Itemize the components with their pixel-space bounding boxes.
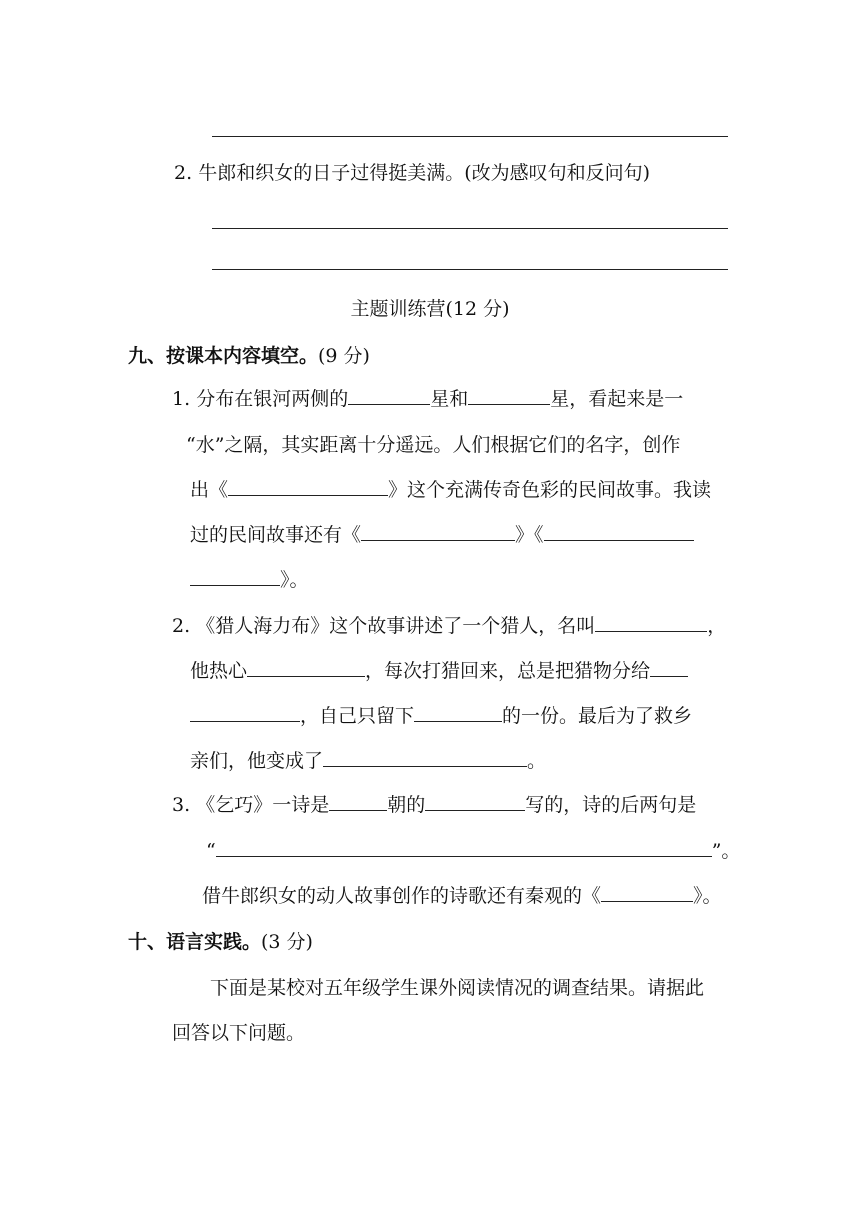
question-item bbox=[174, 160, 650, 186]
section-heading-text: 十、语言实践。 bbox=[128, 931, 262, 953]
question-text: 过的民间故事还有《 bbox=[190, 524, 362, 546]
question-text: 借牛郎织女的动人故事创作的诗歌还有秦观的《 bbox=[202, 885, 602, 907]
question-line: “水”之隔，其实距离十分遥远。人们根据它们的名字，创作 bbox=[186, 434, 681, 456]
question-text: 》《 bbox=[515, 524, 544, 546]
fill-blank[interactable] bbox=[323, 748, 527, 767]
question-text: 分布在银河两侧的 bbox=[196, 388, 349, 410]
section-title: 主题训练营(12 分) bbox=[350, 298, 510, 320]
paragraph-line: 回答以下问题。 bbox=[172, 1022, 306, 1044]
question-line bbox=[190, 567, 309, 593]
question-text: 星和 bbox=[430, 388, 469, 410]
question-text: ，每次打猎回来，总是把猎物分给 bbox=[365, 660, 651, 682]
question-line bbox=[190, 477, 711, 503]
question-number: 2. bbox=[174, 162, 193, 184]
answer-line[interactable] bbox=[212, 228, 728, 229]
question-text: ，自己只留下 bbox=[300, 705, 415, 727]
fill-blank[interactable] bbox=[468, 386, 550, 405]
fill-blank[interactable] bbox=[595, 613, 707, 632]
question-number: 1. bbox=[172, 388, 191, 410]
question-text: 星，看起来是一 bbox=[550, 388, 684, 410]
quote-mark: ”。 bbox=[711, 840, 741, 862]
answer-line[interactable] bbox=[212, 136, 728, 137]
question-text: 《猎人海力布》这个故事讲述了一个猎人，名叫 bbox=[196, 615, 596, 637]
fill-blank[interactable] bbox=[650, 658, 688, 677]
fill-blank[interactable] bbox=[361, 522, 515, 541]
question-text: 写的，诗的后两句是 bbox=[525, 794, 697, 816]
fill-blank[interactable] bbox=[216, 838, 712, 857]
question-text: ， bbox=[707, 615, 727, 637]
fill-blank[interactable] bbox=[348, 386, 430, 405]
question-text: 》这个充满传奇色彩的民间故事。我读 bbox=[388, 479, 712, 501]
section-score: (9 分) bbox=[318, 345, 370, 367]
question-hint: (改为感叹句和反问句) bbox=[464, 162, 651, 184]
fill-blank[interactable] bbox=[601, 883, 693, 902]
question-line bbox=[190, 748, 546, 774]
question-line bbox=[172, 792, 696, 818]
question-text: 出《 bbox=[190, 479, 229, 501]
question-text: 朝的 bbox=[387, 794, 426, 816]
question-text: 。 bbox=[527, 750, 547, 772]
question-text: 牛郎和织女的日子过得挺美满。 bbox=[198, 162, 465, 184]
question-number: 3. bbox=[172, 794, 191, 816]
section-heading-text: 九、按课本内容填空。 bbox=[128, 345, 319, 367]
section-heading bbox=[128, 929, 313, 955]
fill-blank[interactable] bbox=[228, 477, 388, 496]
question-line bbox=[202, 883, 722, 909]
question-line bbox=[206, 838, 740, 864]
question-line bbox=[172, 386, 683, 412]
fill-blank[interactable] bbox=[247, 658, 365, 677]
question-line bbox=[190, 703, 692, 729]
fill-blank[interactable] bbox=[329, 792, 387, 811]
question-line bbox=[190, 522, 694, 548]
question-text: 亲们，他变成了 bbox=[190, 750, 324, 772]
question-text: 》。 bbox=[693, 885, 722, 907]
question-text: 《乞巧》一诗是 bbox=[196, 794, 330, 816]
answer-line[interactable] bbox=[212, 269, 728, 270]
question-line bbox=[190, 658, 688, 684]
question-text: 的一份。最后为了救乡 bbox=[502, 705, 693, 727]
paragraph-line: 下面是某校对五年级学生课外阅读情况的调查结果。请据此 bbox=[210, 977, 705, 999]
question-number: 2. bbox=[172, 615, 191, 637]
quote-mark: “ bbox=[206, 840, 216, 862]
section-score: (3 分) bbox=[261, 931, 313, 953]
question-text: 》。 bbox=[280, 569, 309, 591]
fill-blank[interactable] bbox=[414, 703, 502, 722]
fill-blank[interactable] bbox=[544, 522, 694, 541]
fill-blank[interactable] bbox=[190, 703, 300, 722]
section-heading bbox=[128, 343, 370, 369]
question-text: 他热心 bbox=[190, 660, 248, 682]
question-line bbox=[172, 613, 726, 639]
fill-blank[interactable] bbox=[190, 567, 280, 586]
fill-blank[interactable] bbox=[425, 792, 525, 811]
